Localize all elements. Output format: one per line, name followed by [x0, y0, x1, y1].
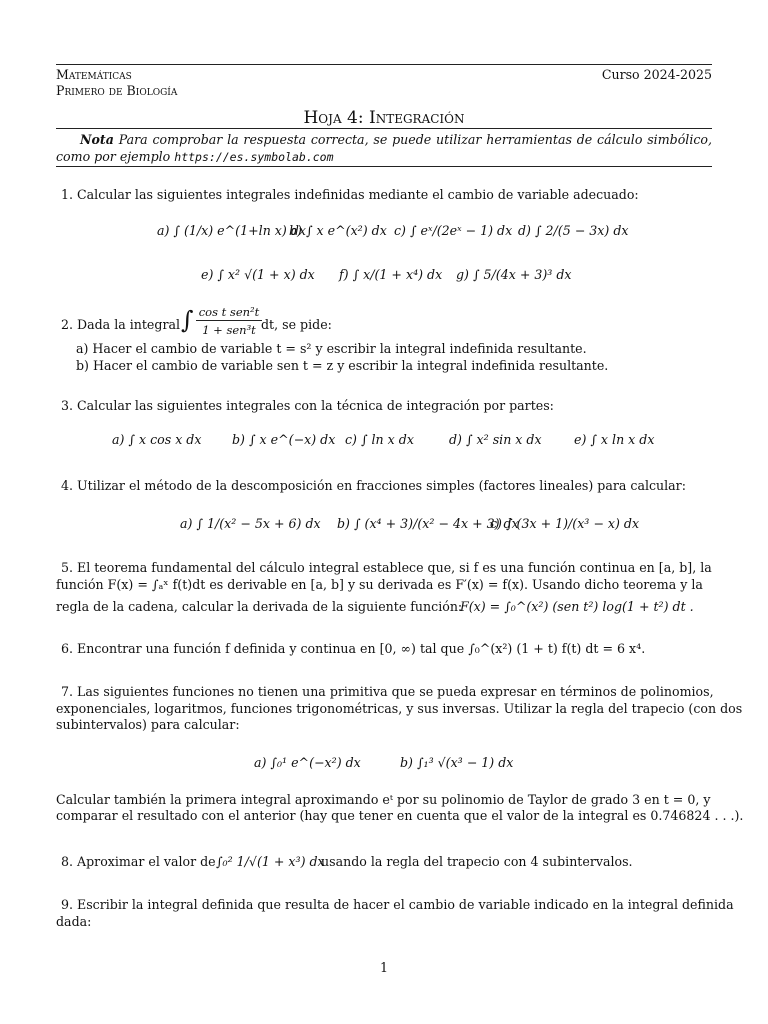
exercise-5-line1: 5. El teorema fundamental del cálculo integral establece que, si f es una función continua en [a, b], la — [61, 560, 712, 575]
exercise-2-stem-a: 2. Dada la integral — [61, 317, 181, 332]
exercise-5-line3: regla de la cadena, calcular la derivada de la siguiente función: — [56, 599, 463, 614]
exercise-3a: a) ∫ x cos x dx — [112, 432, 202, 447]
exercise-4b: b) ∫ (x⁴ + 3)/(x² − 4x + 3) dx — [337, 516, 519, 531]
exercise-7-line2: exponenciales, logaritmos, funciones trigonométricas, y sus inversas. Utilizar la regla del trapecio (con dos — [56, 701, 743, 716]
exercise-1e: e) ∫ x² √(1 + x) dx — [201, 267, 315, 282]
exercise-3e: e) ∫ x ln x dx — [574, 432, 655, 447]
header-group: Primero de Biología — [56, 83, 178, 98]
exercise-1b: b) ∫ x e^(x²) dx — [289, 223, 387, 238]
exercise-2-stem-b: dt, se pide: — [261, 317, 332, 332]
exercise-4a: a) ∫ 1/(x² − 5x + 6) dx — [180, 516, 321, 531]
header-subject: Matemáticas — [56, 67, 132, 82]
note-block — [56, 131, 712, 166]
exercise-2a: a) Hacer el cambio de variable t = s² y escribir la integral indefinida resultante. — [76, 341, 587, 356]
exercise-2-denominator: 1 + sen³t — [202, 323, 256, 337]
exercise-3c: c) ∫ ln x dx — [345, 432, 414, 447]
exercise-1a: a) ∫ (1/x) e^(1+ln x) dx — [157, 223, 306, 238]
integral-sign: ∫ — [181, 306, 194, 334]
exercise-3-stem: 3. Calcular las siguientes integrales con la técnica de integración por partes: — [61, 398, 554, 413]
exercise-1d: d) ∫ 2/(5 − 3x) dx — [518, 223, 629, 238]
exercise-2b: b) Hacer el cambio de variable sen t = z y escribir la integral indefinida resultante. — [76, 358, 609, 373]
exercise-1-stem: 1. Calcular las siguientes integrales indefinidas mediante el cambio de variable adecuado: — [61, 187, 639, 202]
exercise-9-line1: 9. Escribir la integral definida que resulta de hacer el cambio de variable indicado en la integral definida — [61, 897, 734, 912]
header-rule-top — [56, 64, 712, 65]
exercise-3b: b) ∫ x e^(−x) dx — [232, 432, 336, 447]
exercise-4-stem: 4. Utilizar el método de la descomposición en fracciones simples (factores lineales) para calcular: — [61, 478, 686, 493]
note-rule-bottom — [56, 166, 712, 167]
exercise-7-after2: comparar el resultado con el anterior (hay que tener en cuenta que el valor de la integral es 0.746824 . . .). — [56, 808, 744, 823]
exercise-1g: g) ∫ 5/(4x + 3)³ dx — [456, 267, 572, 282]
note-label: Nota — [80, 132, 114, 147]
note-text: Para comprobar la respuesta correcta, se puede utilizar herramientas de cálculo simbólico, como por ejemplo — [56, 132, 712, 164]
page-title: Hoja 4: Integración — [303, 108, 465, 128]
exercise-1f: f) ∫ x/(1 + x⁴) dx — [339, 267, 443, 282]
exercise-7-line3: subintervalos) para calcular: — [56, 717, 240, 732]
exercise-7-after1: Calcular también la primera integral aproximando eᵗ por su polinomio de Taylor de grado 3 en t = 0, y — [56, 792, 711, 807]
exercise-9-line2: dada: — [56, 914, 92, 929]
header-course: Curso 2024-2025 — [601, 67, 712, 82]
exercise-7-line1: 7. Las siguientes funciones no tienen una primitiva que se pueda expresar en términos de polinomios, — [61, 684, 714, 699]
exercise-5-formula: F(x) = ∫₀^(x²) (sen t²) log(1 + t²) dt . — [460, 599, 694, 614]
exercise-7b: b) ∫₁³ √(x³ − 1) dx — [400, 755, 514, 770]
note-url[interactable]: https://es.symbolab.com — [174, 150, 334, 164]
exercise-7a: a) ∫₀¹ e^(−x²) dx — [254, 755, 361, 770]
exercise-4c: c) ∫ (3x + 1)/(x³ − x) dx — [490, 516, 640, 531]
exercise-8-stem-a: 8. Aproximar el valor de — [61, 854, 216, 869]
exercise-6: 6. Encontrar una función f definida y continua en [0, ∞) tal que ∫₀^(x²) (1 + t) f(t) dt = 6 x⁴. — [61, 641, 646, 656]
exercise-8-formula: ∫₀² 1/√(1 + x³) dx — [216, 854, 325, 869]
page-number: 1 — [379, 960, 388, 975]
exercise-3d: d) ∫ x² sin x dx — [449, 432, 542, 447]
exercise-1c: c) ∫ eˣ/(2eˣ − 1) dx — [394, 223, 513, 238]
exercise-5-line2: función F(x) = ∫ₐˣ f(t)dt es derivable en [a, b] y su derivada es F′(x) = f(x). Usando dicho teorema y la — [56, 577, 703, 592]
exercise-2-numerator: cos t sen²t — [196, 305, 262, 321]
exercise-8-stem-b: usando la regla del trapecio con 4 subintervalos. — [321, 854, 633, 869]
title-rule-top — [56, 128, 712, 129]
